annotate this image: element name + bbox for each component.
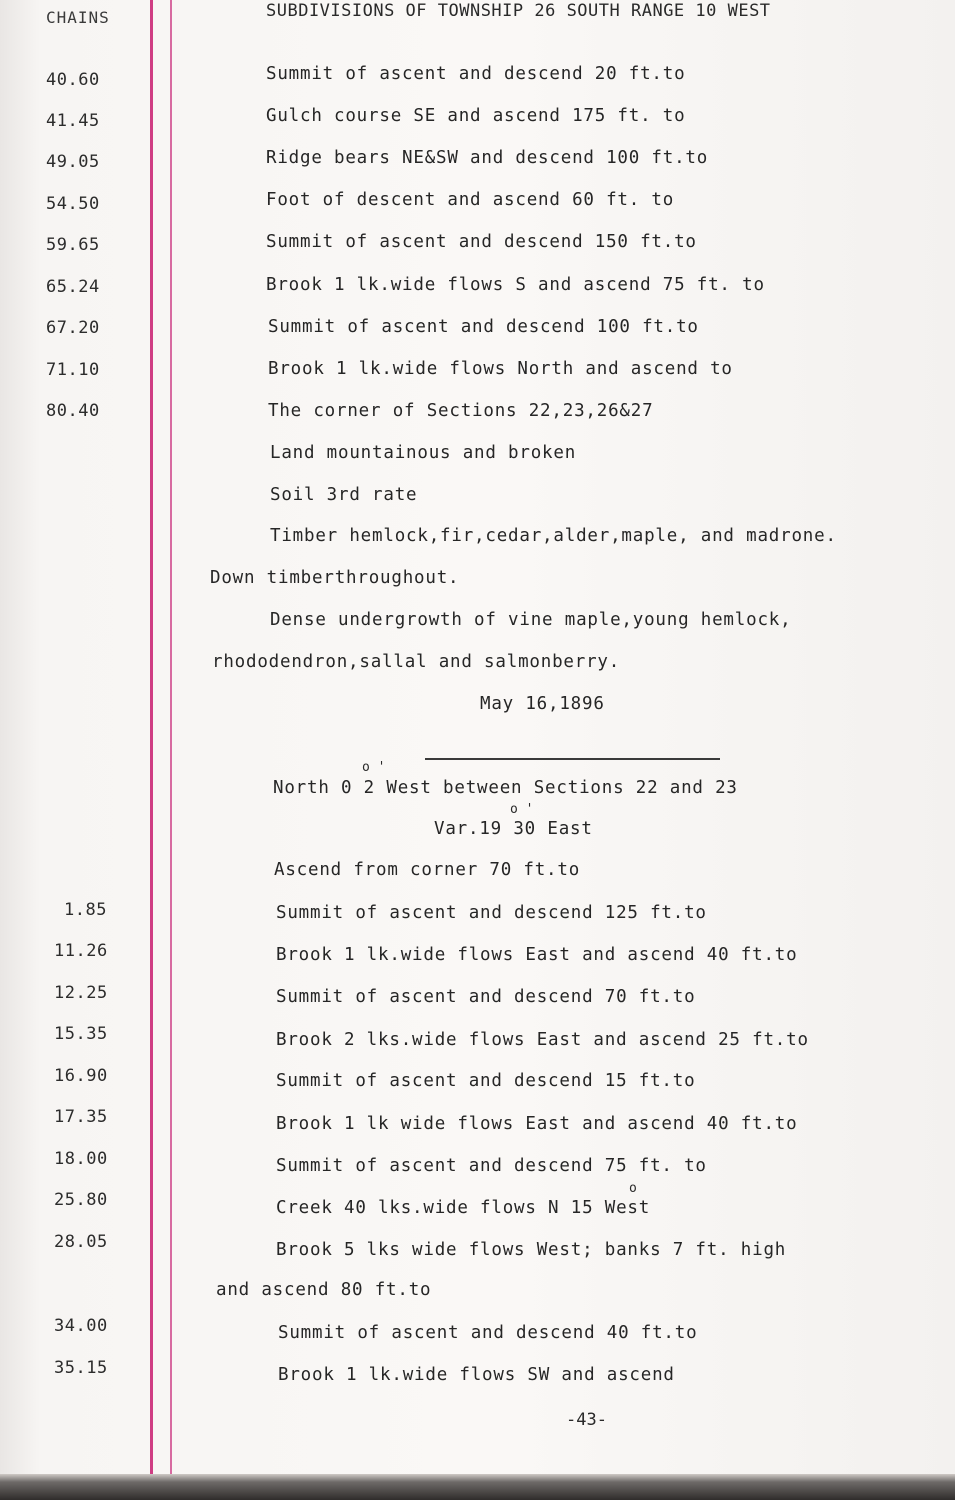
note-line: Summit of ascent and descend 20 ft.to	[266, 64, 686, 84]
note-line: Brook 5 lks wide flows West; banks 7 ft. high	[276, 1240, 787, 1260]
chain-value: 49.05	[46, 152, 100, 172]
note-line: Brook 1 lk.wide flows SW and ascend	[278, 1365, 675, 1385]
chain-value: 16.90	[54, 1066, 108, 1086]
note-line: Brook 1 lk.wide flows East and ascend 40 ft.to	[276, 945, 798, 965]
note-line: The corner of Sections 22,23,26&27	[268, 401, 654, 421]
date-line: May 16,1896	[480, 694, 605, 714]
chain-value: 18.00	[54, 1149, 108, 1169]
chain-value: 67.20	[46, 318, 100, 338]
note-line-cont: and ascend 80 ft.to	[216, 1280, 432, 1300]
note-line: Ridge bears NE&SW and descend 100 ft.to	[266, 148, 709, 168]
chain-value: 80.40	[46, 401, 100, 421]
section-divider	[425, 758, 720, 760]
note-line: Summit of ascent and descend 150 ft.to	[266, 232, 697, 252]
section-heading: North 0 2 West between Sections 22 and 23	[273, 778, 738, 798]
soil-description: Soil 3rd rate	[270, 485, 418, 505]
chain-value: 15.35	[54, 1024, 108, 1044]
degree-mark: o '	[510, 802, 534, 817]
intro-line: Ascend from corner 70 ft.to	[274, 860, 581, 880]
chain-value: 1.85	[64, 900, 107, 920]
variation-heading: Var.19 30 East	[434, 819, 593, 839]
note-line: Summit of ascent and descend 75 ft. to	[276, 1156, 707, 1176]
note-line: Summit of ascent and descend 100 ft.to	[268, 317, 699, 337]
timber-description: Timber hemlock,fir,cedar,alder,maple, and madrone.	[270, 526, 837, 546]
scan-bottom-edge	[0, 1474, 955, 1500]
chain-value: 28.05	[54, 1232, 108, 1252]
chain-value: 25.80	[54, 1190, 108, 1210]
timber-description-cont: Down timberthroughout.	[210, 568, 460, 588]
note-line: Creek 40 lks.wide flows N 15 West	[276, 1198, 651, 1218]
note-line: Brook 1 lk.wide flows North and ascend to	[268, 359, 733, 379]
margin-rule-secondary	[170, 0, 172, 1500]
chain-value: 35.15	[54, 1358, 108, 1378]
note-line: Brook 2 lks.wide flows East and ascend 25 ft.to	[276, 1030, 809, 1050]
degree-mark: o '	[362, 760, 386, 775]
land-description: Land mountainous and broken	[270, 443, 577, 463]
undergrowth-description-cont: rhododendron,sallal and salmonberry.	[212, 652, 621, 672]
chain-value: 41.45	[46, 111, 100, 131]
chain-value: 34.00	[54, 1316, 108, 1336]
note-line: Summit of ascent and descend 125 ft.to	[276, 903, 707, 923]
chain-value: 65.24	[46, 277, 100, 297]
chain-value: 71.10	[46, 360, 100, 380]
note-line: Brook 1 lk wide flows East and ascend 40 ft.to	[276, 1114, 798, 1134]
undergrowth-description: Dense undergrowth of vine maple,young hemlock,	[270, 610, 792, 630]
margin-rule	[150, 0, 153, 1500]
degree-mark: o	[629, 1181, 637, 1196]
chain-value: 11.26	[54, 941, 108, 961]
note-line: Foot of descent and ascend 60 ft. to	[266, 190, 675, 210]
chain-value: 12.25	[54, 983, 108, 1003]
chain-value: 40.60	[46, 70, 100, 90]
note-line: Summit of ascent and descend 40 ft.to	[278, 1323, 698, 1343]
note-line: Gulch course SE and ascend 175 ft. to	[266, 106, 686, 126]
note-line: Brook 1 lk.wide flows S and ascend 75 ft. to	[266, 275, 765, 295]
page-title: SUBDIVISIONS OF TOWNSHIP 26 SOUTH RANGE 10 WEST	[266, 1, 771, 21]
chain-value: 17.35	[54, 1107, 108, 1127]
chain-value: 59.65	[46, 235, 100, 255]
note-line: Summit of ascent and descend 70 ft.to	[276, 987, 696, 1007]
page-number: -43-	[566, 1410, 607, 1430]
note-line: Summit of ascent and descend 15 ft.to	[276, 1071, 696, 1091]
chains-column-header: CHAINS	[46, 8, 110, 27]
chain-value: 54.50	[46, 194, 100, 214]
